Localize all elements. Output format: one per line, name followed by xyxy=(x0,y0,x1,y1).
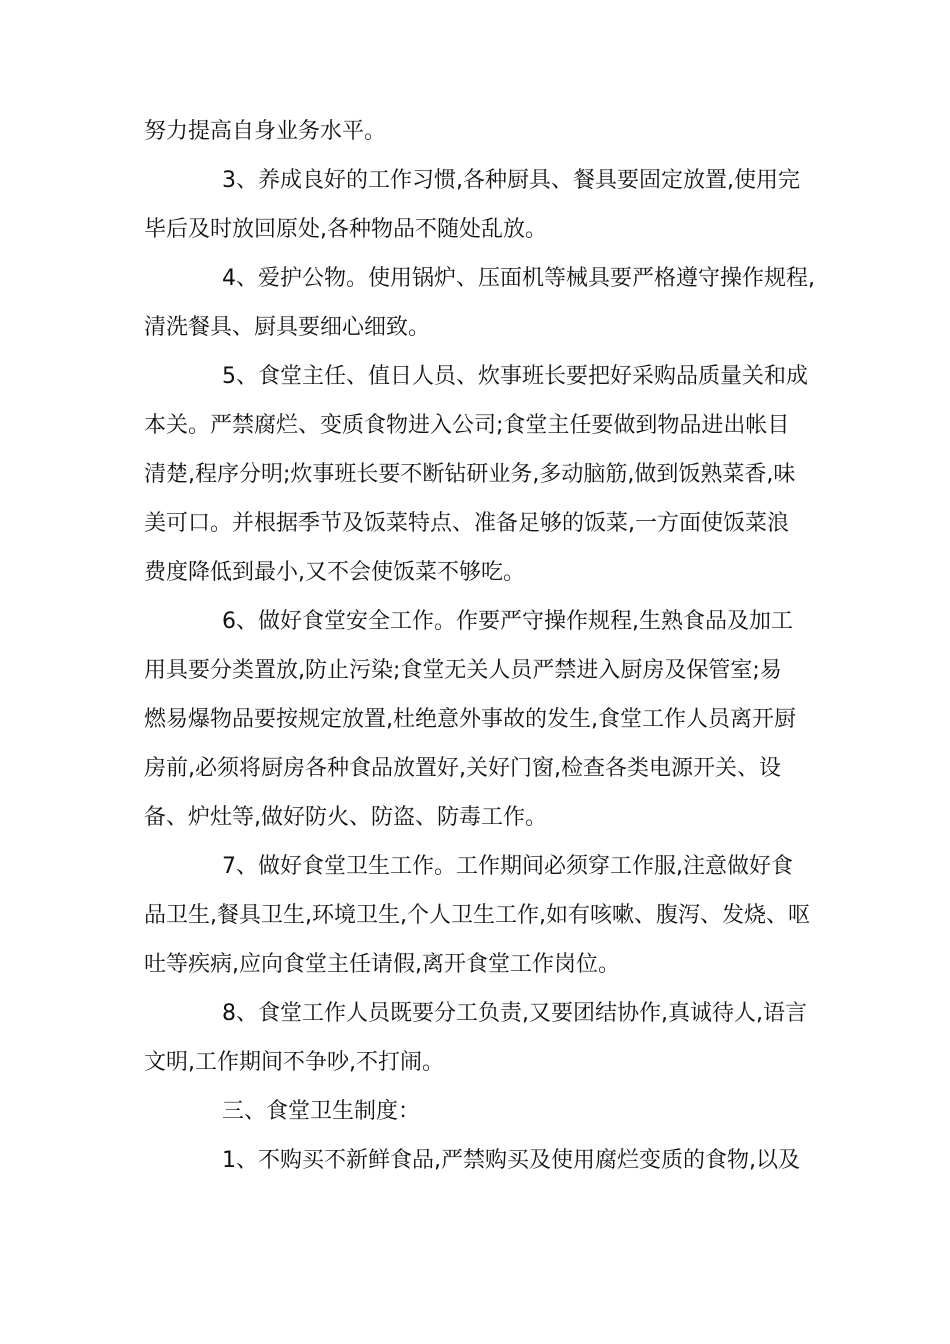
text-line: 4、爱护公物。使用锅炉、压面机等械具要严格遵守操作规程, xyxy=(222,266,815,291)
text-line: 美可口。并根据季节及饭菜特点、准备足够的饭菜,一方面使饭菜浪 xyxy=(144,511,789,536)
text-line: 品卫生,餐具卫生,环境卫生,个人卫生工作,如有咳嗽、腹泻、发烧、呕 xyxy=(144,903,810,928)
text-line: 费度降低到最小,又不会使饭菜不够吃。 xyxy=(144,560,525,585)
document-body xyxy=(144,107,815,1185)
text-line: 清洗餐具、厨具要细心细致。 xyxy=(144,315,431,340)
text-line: 用具要分类置放,防止污染;食堂无关人员严禁进入厨房及保管室;易 xyxy=(144,658,782,683)
text-line: 吐等疾病,应向食堂主任请假,离开食堂工作岗位。 xyxy=(144,952,620,977)
text-line: 努力提高自身业务水平。 xyxy=(144,119,387,144)
text-line: 备、炉灶等,做好防火、防盗、防毒工作。 xyxy=(144,805,547,830)
text-line: 房前,必须将厨房各种食品放置好,关好门窗,检查各类电源开关、设 xyxy=(144,756,781,781)
text-line: 8、食堂工作人员既要分工负责,又要团结协作,真诚待人,语言 xyxy=(222,1001,807,1026)
text-line: 3、养成良好的工作习惯,各种厨具、餐具要固定放置,使用完 xyxy=(222,168,800,193)
section-heading: 三、食堂卫生制度： xyxy=(222,1099,421,1124)
text-line: 1、不购买不新鲜食品,严禁购买及使用腐烂变质的食物,以及 xyxy=(222,1148,800,1173)
text-line: 本关。严禁腐烂、变质食物进入公司;食堂主任要做到物品进出帐目 xyxy=(144,413,790,438)
text-line: 6、做好食堂安全工作。作要严守操作规程,生熟食品及加工 xyxy=(222,609,793,634)
text-line: 清楚,程序分明;炊事班长要不断钻研业务,多动脑筋,做到饭熟菜香,味 xyxy=(144,462,796,487)
text-line: 7、做好食堂卫生工作。工作期间必须穿工作服,注意做好食 xyxy=(222,854,793,879)
text-line: 5、食堂主任、值日人员、炊事班长要把好采购品质量关和成 xyxy=(222,364,808,389)
text-line: 毕后及时放回原处,各种物品不随处乱放。 xyxy=(144,217,547,242)
text-line: 燃易爆物品要按规定放置,杜绝意外事故的发生,食堂工作人员离开厨 xyxy=(144,707,796,732)
text-line: 文明,工作期间不争吵,不打闹。 xyxy=(144,1050,444,1075)
